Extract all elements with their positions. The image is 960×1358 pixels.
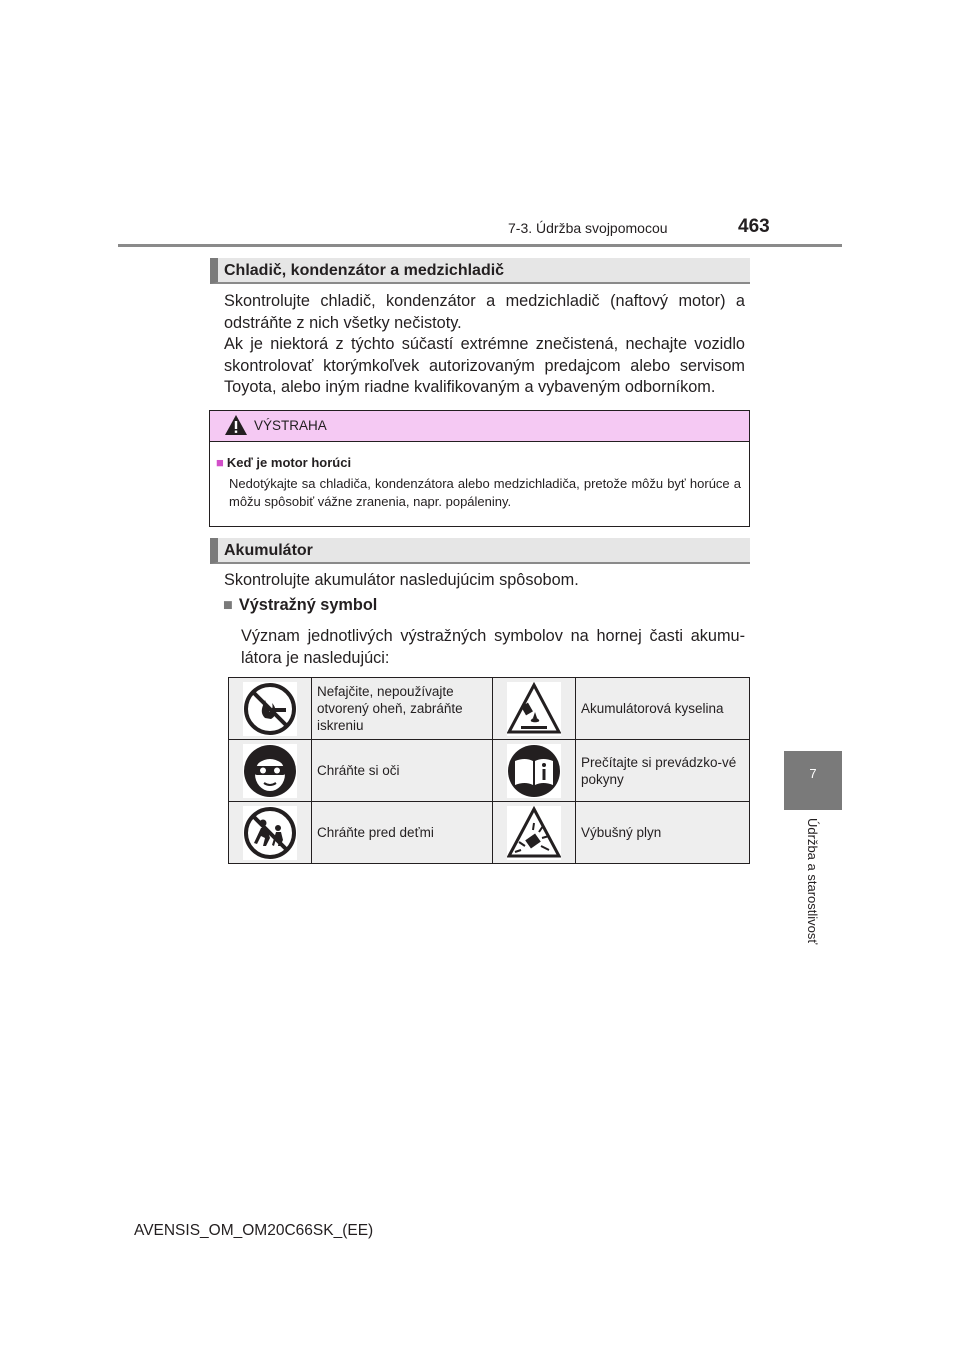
warning-triangle-icon: [224, 414, 248, 436]
symbol-cell: [493, 740, 576, 802]
section-heading-radiator: [210, 258, 750, 284]
warning-bar: [210, 411, 749, 442]
symbol-cell: [493, 678, 576, 740]
table-row: [229, 802, 750, 864]
battery-intro: Skontrolujte akumulátor nasledujúcim spôsobom.: [224, 571, 579, 589]
table-row: [229, 740, 750, 802]
warning-subtitle: [216, 455, 351, 470]
bullet-square-icon: ■: [223, 596, 233, 614]
warning-label: VÝSTRAHA: [254, 418, 327, 433]
symbol-cell: [493, 802, 576, 864]
section-heading-battery: [210, 538, 750, 564]
symbol-text: Chráňte si oči: [312, 740, 493, 802]
symbols-table: [228, 677, 750, 864]
symbol-text: Výbušný plyn: [576, 802, 750, 864]
symbol-cell: [229, 740, 312, 802]
symbol-description: Význam jednotlivých výstražných symbolov na hornej časti akumu-látora je nasledujúci:: [241, 627, 745, 667]
radiator-para2: Ak je niektorá z týchto súčastí extrémne znečistená, nechajte vozidlo skontrolovať ktorýmkoľvek autorizovaným predajcom alebo servisom Toyota, alebo iným riadne kvalifikovaným a vybaveným odborníkom.: [224, 335, 745, 396]
warning-subtitle-text: Keď je motor horúci: [226, 455, 352, 470]
section-heading-text: Akumulátor: [224, 542, 313, 559]
symbol-cell: [229, 678, 312, 740]
bullet-square-icon: ■: [216, 455, 224, 470]
warning-text: Nedotýkajte sa chladiča, kondenzátora alebo medzichladiča, pretože môžu byť horúce a môžu spôsobiť vážne zranenia, napr. popáleniny.: [229, 476, 741, 509]
battery-acid-icon: [507, 682, 561, 736]
subheading-text: Výstražný symbol: [238, 596, 378, 614]
keep-away-children-icon: [243, 806, 297, 860]
section-title: 7-3. Údržba svojpomocou: [508, 220, 668, 236]
explosive-gas-icon: [507, 806, 561, 860]
symbol-text: Chráňte pred deťmi: [312, 802, 493, 864]
page-number: 463: [738, 216, 770, 237]
section-heading-text: Chladič, kondenzátor a medzichladič: [224, 262, 505, 279]
symbol-text: Akumulátorová kyselina: [576, 678, 750, 740]
document-code: AVENSIS_OM_OM20C66SK_(EE): [134, 1222, 374, 1239]
table-row: [229, 678, 750, 740]
symbol-text: Nefajčite, nepoužívajte otvorený oheň, zabráňte iskreniu: [312, 678, 493, 740]
header-divider: [118, 244, 842, 247]
warning-symbol-subheading: [223, 596, 377, 615]
warning-box: [209, 410, 750, 527]
radiator-para1: Skontrolujte chladič, kondenzátor a medzichladič (naftový motor) a odstráňte z nich všetky nečistoty.: [224, 292, 745, 332]
eye-protection-icon: [243, 744, 297, 798]
symbol-cell: [229, 802, 312, 864]
radiator-paragraph: [224, 291, 745, 399]
read-manual-icon: [507, 744, 561, 798]
chapter-title: Údržba a starostlivosť: [805, 818, 820, 945]
no-smoking-flame-icon: [243, 682, 297, 736]
symbol-text: Prečítajte si prevádzko-vé pokyny: [576, 740, 750, 802]
chapter-tab[interactable]: 7: [784, 751, 842, 810]
